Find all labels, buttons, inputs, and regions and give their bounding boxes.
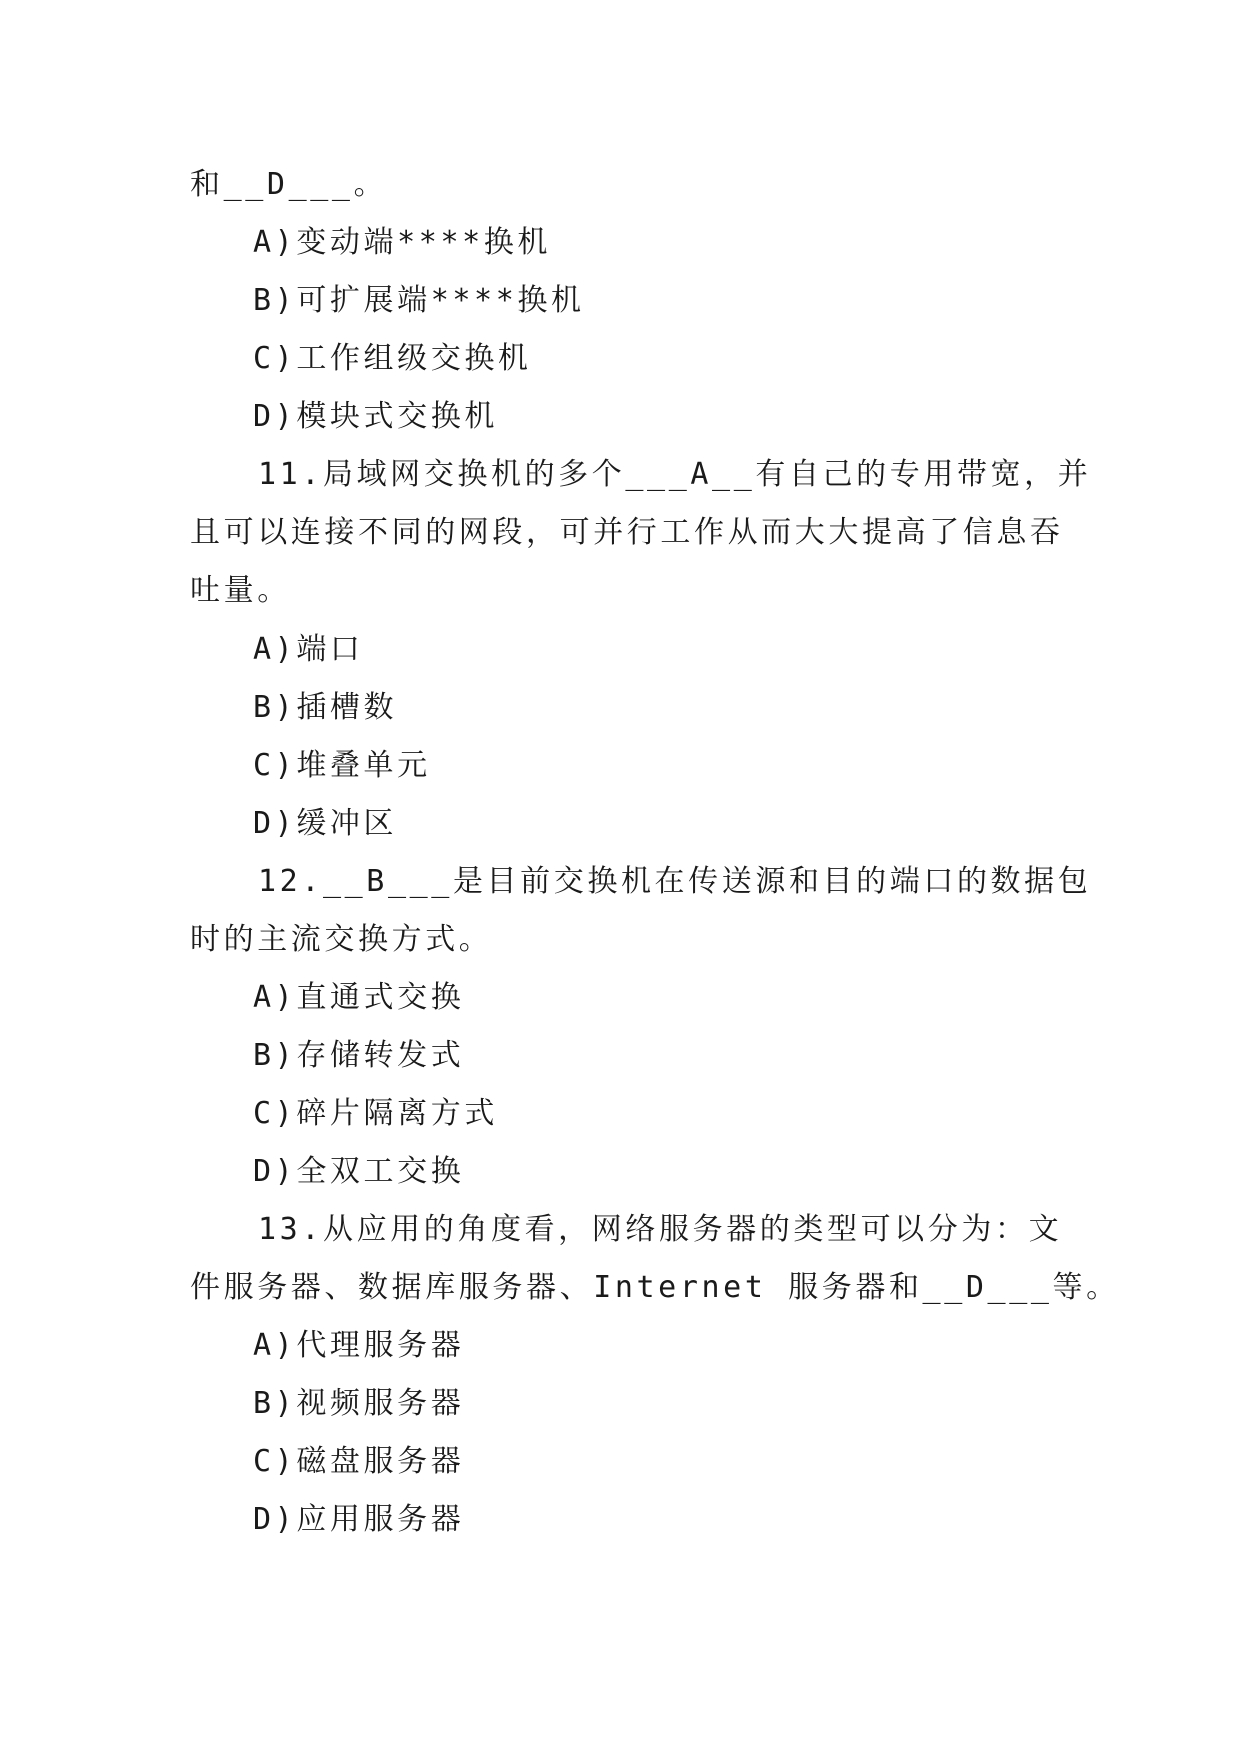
- q12-option-d: D)全双工交换: [253, 1154, 465, 1189]
- q10-option-a: A)变动端****换机: [253, 225, 551, 260]
- q11-option-a: A)端口: [253, 632, 364, 667]
- q11-option-b: B)插槽数: [253, 690, 398, 725]
- q13-option-a: A)代理服务器: [253, 1328, 465, 1363]
- q12-line-2: 时的主流交换方式。: [190, 922, 493, 957]
- q13-line-2: 件服务器、数据库服务器、Internet 服务器和__D___等。: [190, 1270, 1120, 1305]
- q11-option-c: C)堆叠单元: [253, 748, 431, 783]
- q10-option-c: C)工作组级交换机: [253, 341, 532, 376]
- q12-option-b: B)存储转发式: [253, 1038, 465, 1073]
- q13-option-c: C)磁盘服务器: [253, 1444, 465, 1479]
- q13-line-1: 13.从应用的角度看，网络服务器的类型可以分为：文: [258, 1212, 1063, 1247]
- q13-option-d: D)应用服务器: [253, 1502, 465, 1537]
- q10-tail: 和__D___。: [190, 167, 388, 202]
- q10-option-d: D)模块式交换机: [253, 399, 498, 434]
- q11-line-2: 且可以连接不同的网段，可并行工作从而大大提高了信息吞: [190, 515, 1064, 550]
- q13-option-b: B)视频服务器: [253, 1386, 465, 1421]
- q12-option-a: A)直通式交换: [253, 980, 465, 1015]
- q10-option-b: B)可扩展端****换机: [253, 283, 585, 318]
- q11-line-3: 吐量。: [190, 573, 291, 608]
- q12-line-1: 12.__B___是目前交换机在传送源和目的端口的数据包: [258, 864, 1092, 899]
- q12-option-c: C)碎片隔离方式: [253, 1096, 498, 1131]
- q11-line-1: 11.局域网交换机的多个___A__有自己的专用带宽，并: [258, 457, 1092, 492]
- q11-option-d: D)缓冲区: [253, 806, 398, 841]
